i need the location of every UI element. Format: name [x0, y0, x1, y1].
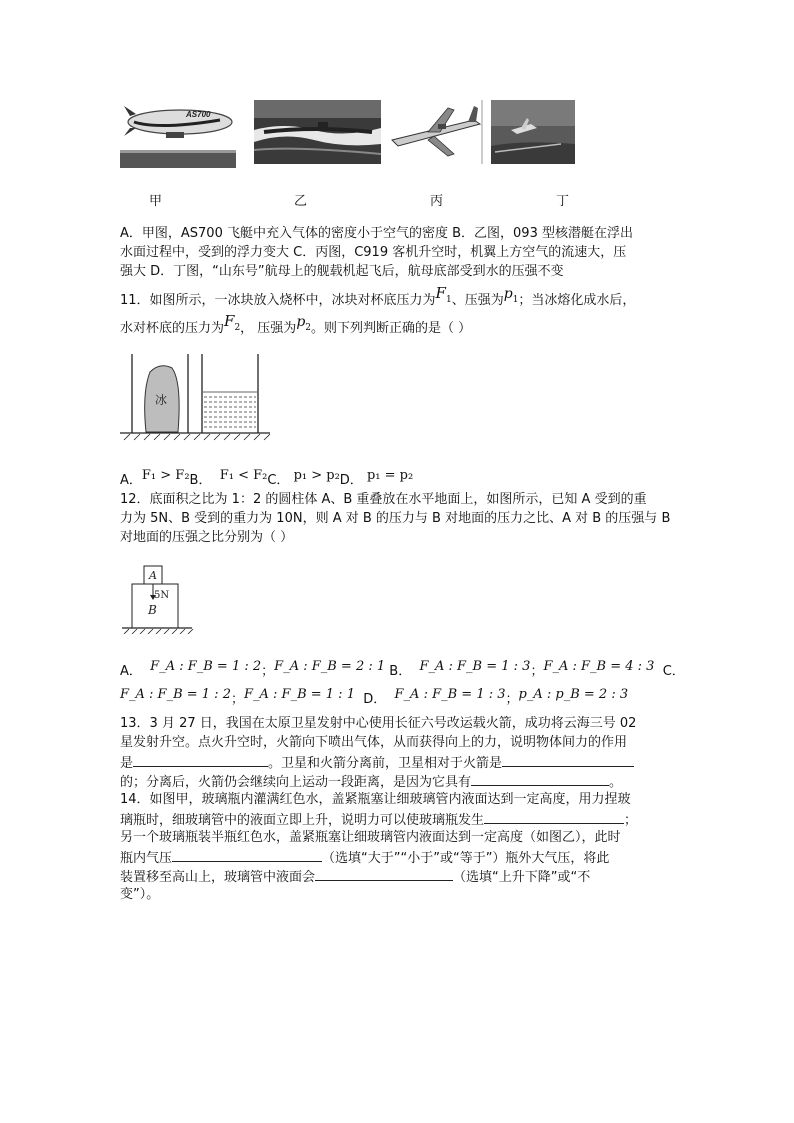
q14-line3: 另一个玻璃瓶装半瓶红色水，盖紧瓶塞让细玻璃管内液面达到一定高度（如图乙），此时	[120, 830, 621, 845]
q13-line4: 的；分离后，火箭仍会继续向上运动一段距离，是因为它具有 。	[120, 775, 623, 790]
q12-option-a-label: A．	[120, 664, 142, 679]
q11-option-b-label: B．	[189, 473, 212, 488]
q11-options	[120, 466, 413, 486]
q11-option-c-label: C．	[267, 473, 290, 488]
q11-p1: $p_1$	[503, 286, 519, 305]
q12-option-d-1: F_A : F_B = 1 : 3	[394, 687, 506, 702]
q11-p2: $p_2$	[296, 314, 312, 333]
q12-option-c-label: C．	[662, 664, 685, 679]
q11-text-d: 水对杯底的压力为	[120, 321, 225, 336]
q14-line5: 装置移至高山上，玻璃管中液面会 （选填“上升下降”或“不	[120, 870, 591, 885]
q12-line2: 力为 5N、B 受到的重力为 10N，则 A 对 B 的压力与 B 对地面的压力之比、A 对 B 的压强与 B	[120, 511, 671, 526]
q14-blank-3[interactable]	[315, 868, 453, 881]
q12-options-row1: A． F_A : F_B = 1 : 2；F_A : F_B = 2 : 1 B． F_A : F_B = 1 : 3；F_A : F_B = 4 : 3 C．	[120, 659, 685, 679]
q11-text-c: ；当冰熔化成水后，	[518, 293, 636, 308]
ice-label: 冰	[155, 393, 168, 407]
q10-line2: 水面过程中，受到的浮力变大 C．丙图，C919 客机升空时，机翼上方空气的流速大，压	[120, 245, 627, 260]
q13-line3: 是 。卫星和火箭分离前，卫星相对于火箭是	[120, 754, 634, 772]
q11-line1	[120, 284, 636, 315]
q13-blank-1[interactable]	[133, 754, 268, 767]
q11-line2	[120, 312, 472, 343]
q12-option-b-label: B．	[389, 664, 412, 679]
photo-c919-plane	[388, 100, 484, 164]
q12-line1: 12．底面积之比为 1：2 的圆柱体 A、B 重叠放在水平地面上，如图所示，已知 A 受到的重	[120, 492, 647, 507]
q12-option-c-1: F_A : F_B = 1 : 2	[120, 687, 231, 702]
q11-F2: $F_2$	[224, 312, 241, 333]
q12-option-b-2: F_A : F_B = 4 : 3	[543, 659, 655, 674]
q12-option-a-2: F_A : F_B = 2 : 1	[274, 659, 386, 674]
q10-line1: A．甲图，AS700 飞艇中充入气体的密度小于空气的密度 B．乙图，093 型核潜艇在浮出	[120, 226, 633, 241]
q11-option-d: p₁ = p₂	[366, 468, 414, 483]
q14-line1: 14．如图甲，玻璃瓶内灌满红色水，盖紧瓶塞让细玻璃管内液面达到一定高度，用力捏玻	[120, 792, 631, 807]
q12-option-a-1: F_A : F_B = 1 : 2	[150, 659, 262, 674]
q14-line2: 璃瓶时，细玻璃管中的液面立即上升，说明力可以使玻璃瓶发生 ；	[120, 813, 638, 828]
q13-line2: 星发射升空。点火升空时，火箭向下喷出气体，从而获得向上的力，说明物体间力的作用	[120, 735, 628, 750]
q11-text-a: 11．如图所示，一冰块放入烧杯中，冰块对杯底压力为	[120, 293, 436, 308]
photo-carrier-jet	[491, 100, 575, 164]
fig-label-b: B	[148, 603, 157, 617]
q13-blank-2[interactable]	[502, 754, 634, 767]
caption-yi: 乙	[294, 194, 308, 209]
q11-option-a: F₁ > F₂	[141, 468, 190, 483]
q14-blank-2[interactable]	[172, 849, 322, 862]
fig-force-label: 5N	[154, 590, 170, 601]
q11-option-d-label: D．	[339, 473, 363, 488]
q12-options-row2: F_A : F_B = 1 : 2；F_A : F_B = 1 : 1 D． F_A : F_B = 1 : 3；p_A : p_B = 2 : 3	[120, 687, 629, 707]
fig-label-a: A	[149, 569, 157, 582]
q10-line3: 强大 D．丁图，“山东号”航母上的舰载机起飞后，航母底部受到水的压强不变	[120, 264, 564, 279]
q12-option-b-1: F_A : F_B = 1 : 3	[419, 659, 531, 674]
stacked-cylinders-figure	[120, 562, 200, 634]
caption-jia: 甲	[149, 194, 163, 209]
q12-option-c-2: F_A : F_B = 1 : 1	[244, 687, 355, 702]
q11-option-b: F₁ < F₂	[219, 468, 268, 483]
q13-blank-3[interactable]	[471, 773, 609, 786]
q12-line3: 对地面的压强之比分别为（ ）	[120, 530, 294, 545]
photo-airship	[120, 96, 236, 168]
caption-bing: 丙	[430, 194, 444, 209]
q11-text-e: ， 压强为	[240, 321, 297, 336]
q12-option-d-label: D．	[363, 692, 387, 707]
q14-line4: 瓶内气压 （选填“大于”“小于”或“等于”）瓶外大气压，将此	[120, 851, 610, 866]
q11-option-a-label: A．	[120, 473, 142, 488]
q11-text-f: 。则下列判断正确的是（ ）	[311, 321, 472, 336]
photo-submarine	[254, 100, 381, 164]
q12-option-d-2: p_A : p_B = 2 : 3	[518, 687, 629, 702]
ice-beaker-figure	[120, 352, 270, 442]
airship-text: AS700	[186, 110, 211, 119]
q11-F1: $F_1$	[435, 284, 452, 305]
q14-blank-1[interactable]	[484, 811, 624, 824]
caption-ding: 丁	[556, 194, 570, 209]
q14-line6: 变”）。	[120, 887, 160, 902]
q11-text-b: 、压强为	[451, 293, 504, 308]
q13-line1: 13．3 月 27 日，我国在太原卫星发射中心使用长征六号改运载火箭，成功将云海三号 02	[120, 716, 637, 731]
q11-option-c: p₁ > p₂	[293, 468, 340, 483]
